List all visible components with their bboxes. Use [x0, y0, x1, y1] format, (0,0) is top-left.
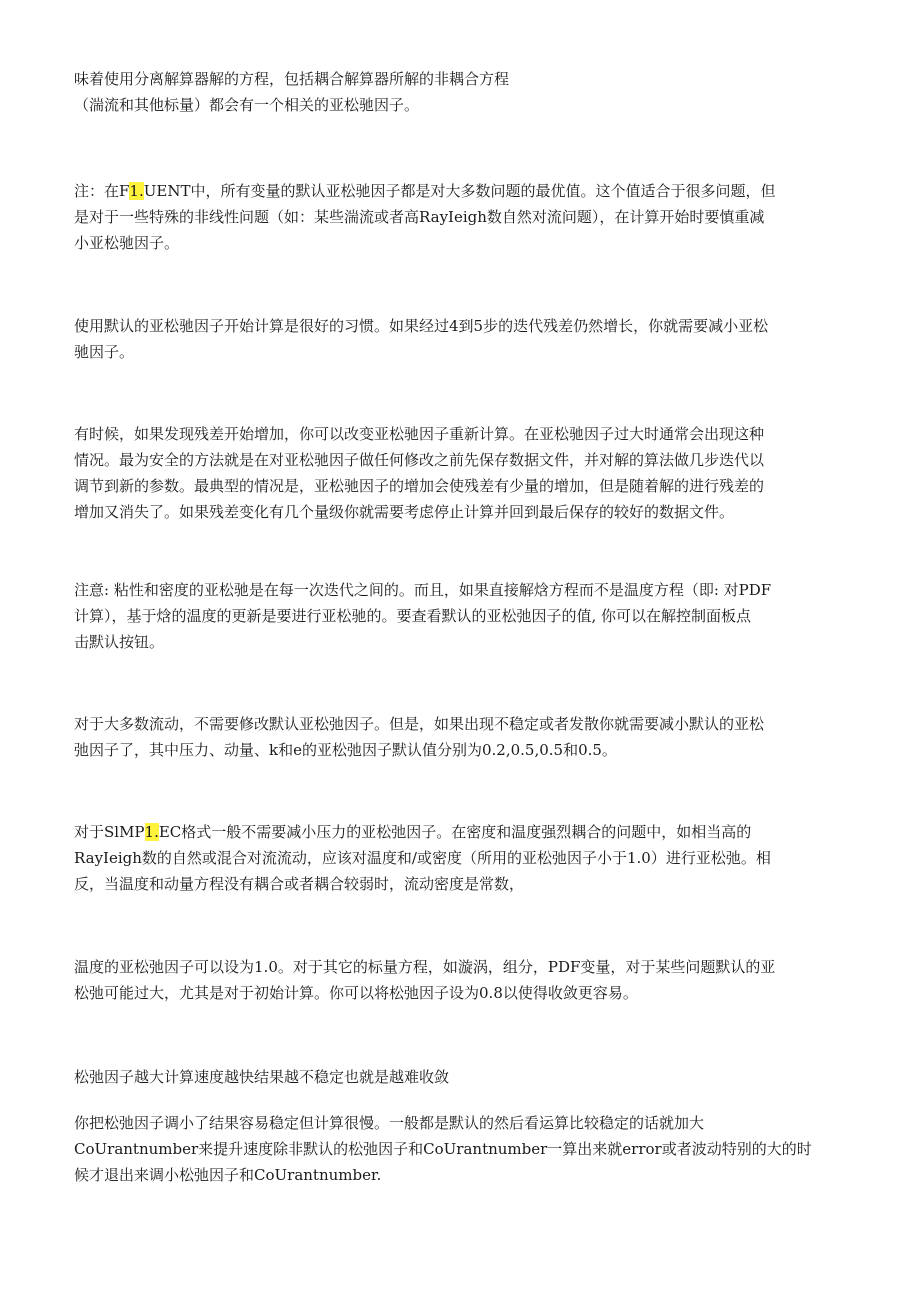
paragraph-4	[74, 421, 854, 525]
text-line: 味着使用分离解算器解的方程，包括耦合解算器所解的非耦合方程	[74, 70, 510, 88]
paragraph-1	[74, 66, 854, 118]
paragraph-5	[74, 577, 854, 655]
text-line: 驰因子。	[74, 343, 135, 361]
text-line: 计算），基于焓的温度的更新是要进行亚松驰的。要查看默认的亚松弛因子的值, 你可以在解控制面板点	[74, 607, 752, 625]
text-line: 松弛因子越大计算速度越快结果越不稳定也就是越难收敛	[74, 1068, 450, 1086]
text-line: 弛因子了，其中压力、动量、k和e的亚松弛因子默认值分别为0.2,0.5,0.5和0.5。	[74, 741, 617, 759]
text-line	[74, 819, 854, 845]
text-line: 增加又消失了。如果残差变化有几个量级你就需要考虑停止计算并回到最后保存的较好的数据文件。	[74, 503, 735, 521]
text-segment: EC格式一般不需要减小压力的亚松弛因子。在密度和温度强烈耦合的问题中，如相当高的	[158, 823, 752, 841]
text-line: CoUrantnumber来提升速度除非默认的松弛因子和CoUrantnumber一算出来就error或者波动特别的大的时	[74, 1140, 812, 1158]
text-line: 你把松弛因子调小了结果容易稳定但计算很慢。一般都是默认的然后看运算比较稳定的话就加大	[74, 1114, 705, 1132]
text-line: 小亚松驰因子。	[74, 234, 180, 252]
text-line: 候才退出来调小松弛因子和CoUrantnumber.	[74, 1166, 382, 1184]
text-line: 反，当温度和动量方程没有耦合或者耦合较弱时，流动密度是常数，	[74, 875, 525, 893]
text-segment: UENT中，所有变量的默认亚松驰因子都是对大多数问题的最优值。这个值适合于很多问题，但	[143, 182, 776, 200]
text-line: 击默认按钮。	[74, 633, 165, 651]
highlight-mark: 1.	[129, 182, 144, 200]
text-line: 情况。最为安全的方法就是在对亚松驰因子做任何修改之前先保存数据文件，并对解的算法做几步迭代以	[74, 451, 765, 469]
text-line: 松弛可能过大，尤其是对于初始计算。你可以将松弛因子设为0.8以使得收敛更容易。	[74, 984, 638, 1002]
paragraph-9	[74, 1064, 854, 1090]
paragraph-7	[74, 819, 854, 897]
text-line: 调节到新的参数。最典型的情况是，亚松驰因子的增加会使残差有少量的增加，但是随着解的进行残差的	[74, 477, 765, 495]
paragraph-10	[74, 1110, 854, 1188]
text-line: 温度的亚松弛因子可以设为1.0。对于其它的标量方程，如漩涡，组分，PDF变量，对于某些问题默认的亚	[74, 958, 776, 976]
paragraph-3	[74, 313, 854, 365]
text-line: 使用默认的亚松驰因子开始计算是很好的习惯。如果经过4到5步的迭代残差仍然增长，你就需要减小亚松	[74, 317, 769, 335]
text-line: 有时候，如果发现残差开始增加，你可以改变亚松驰因子重新计算。在亚松驰因子过大时通常会出现这种	[74, 425, 765, 443]
text-line	[74, 178, 854, 204]
highlight-mark: 1.	[144, 823, 159, 841]
text-segment: 对于SlMP	[74, 823, 145, 841]
text-line: 对于大多数流动，不需要修改默认亚松弛因子。但是，如果出现不稳定或者发散你就需要减小默认的亚松	[74, 715, 765, 733]
text-line: 是对于一些特殊的非线性问题（如：某些湍流或者高RayIeigh数自然对流问题），在计算开始时要慎重减	[74, 208, 765, 226]
paragraph-8	[74, 954, 854, 1006]
text-segment: 注：在F	[74, 182, 130, 200]
paragraph-2	[74, 178, 854, 256]
text-line: RayIeigh数的自然或混合对流流动，应该对温度和/或密度（所用的亚松弛因子小于1.0）进行亚松弛。相	[74, 849, 771, 867]
text-line: 注意: 粘性和密度的亚松驰是在每一次迭代之间的。而且，如果直接解焓方程而不是温度方程（即: 对PDF	[74, 581, 772, 599]
paragraph-6	[74, 711, 854, 763]
text-line: （湍流和其他标量）都会有一个相关的亚松驰因子。	[74, 96, 420, 114]
